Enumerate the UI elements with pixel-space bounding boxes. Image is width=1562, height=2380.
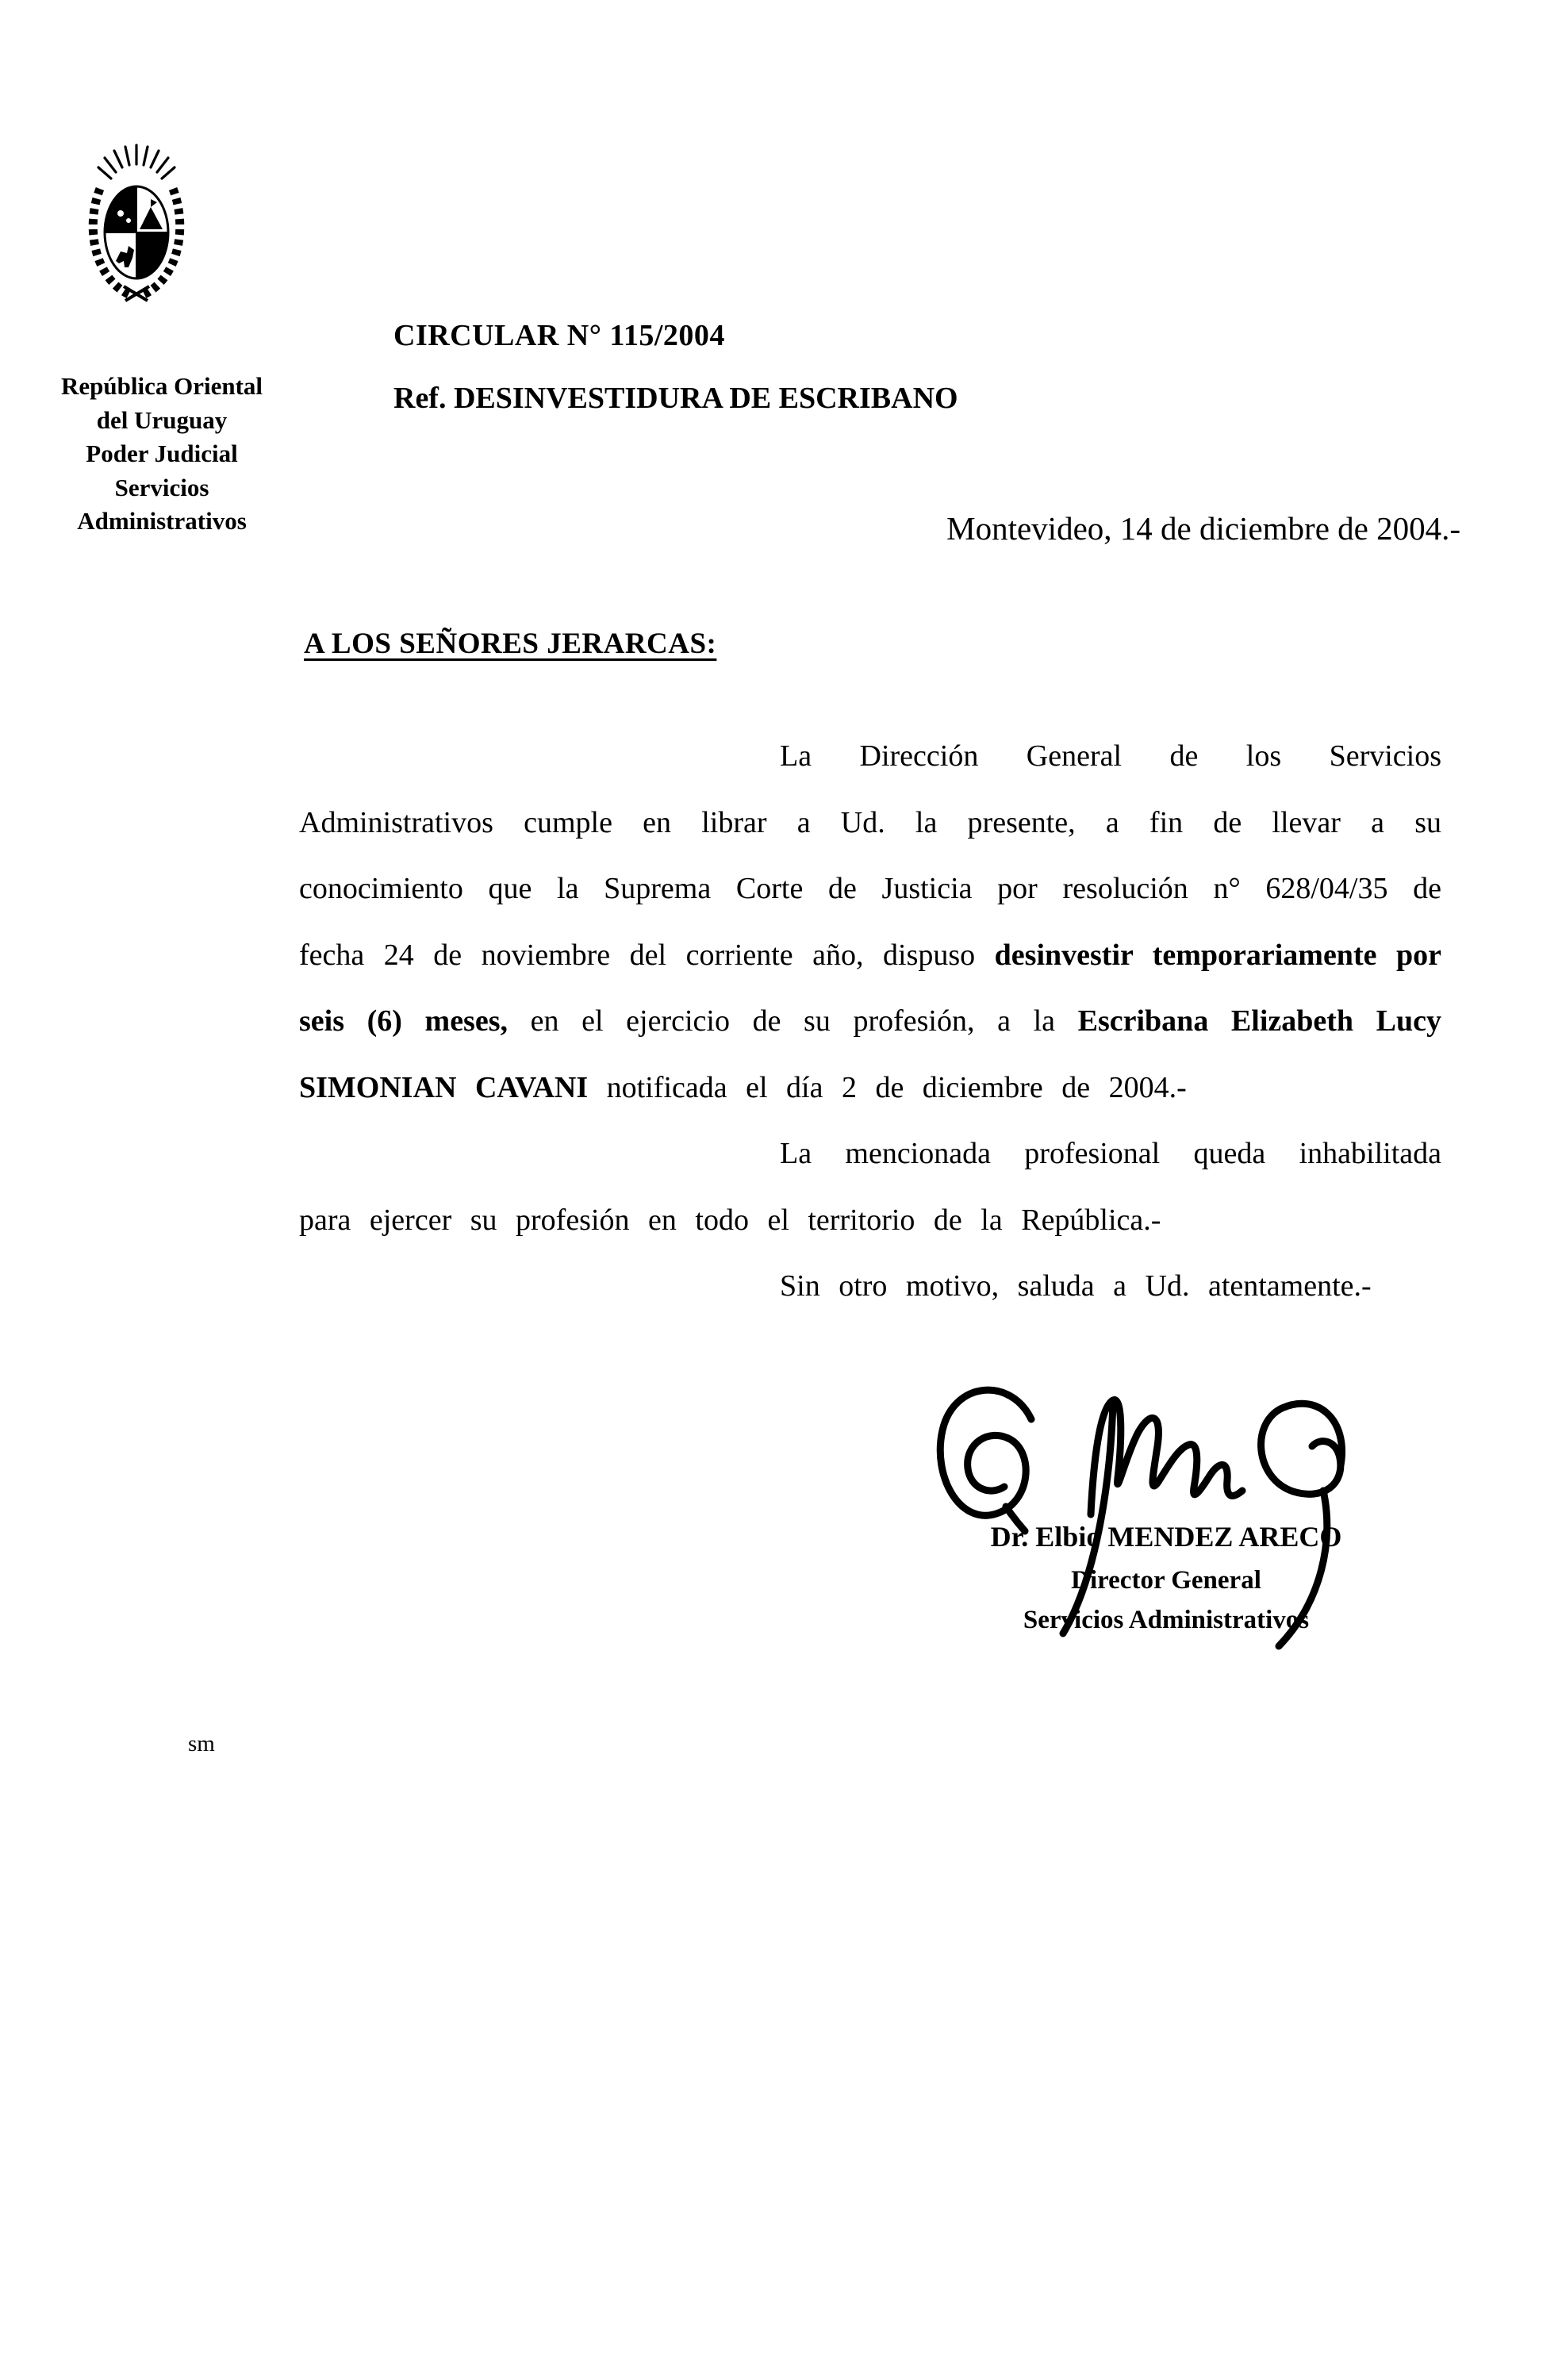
paragraph-2: La mencionada profesional queda inhabilitada para ejercer su profesión en todo el territorio de la República.-	[299, 1137, 1441, 1237]
signature-block	[944, 1520, 1388, 1635]
p1-bold-desinvestir: desinvestir temporariamente por seis (6) meses,	[299, 938, 1441, 1038]
scales-detail	[117, 210, 124, 217]
p1-text-1: La Dirección General de los Servicios Administrativos cumple en librar a Ud. la presente, a fin de llevar a su conocimiento que la Suprema Corte de Justicia por resolución n° 628/04/35 de fecha 24 de noviembre del corriente año, dispuso	[299, 739, 1441, 972]
signer-title: Director General	[1071, 1566, 1261, 1595]
paragraph-1	[299, 724, 1441, 1121]
circular-number: CIRCULAR N° 115/2004	[393, 319, 725, 352]
p1-bold-escribana: Escribana Elizabeth Lucy SIMONIAN CAVANI	[299, 1004, 1442, 1104]
signature-middle-loops	[1091, 1400, 1242, 1514]
sun-rays	[98, 145, 175, 178]
uruguay-coat-of-arms-icon	[81, 140, 192, 303]
org-line-administrativos: Administrativos	[77, 507, 247, 535]
quarter-bottom-right	[136, 232, 168, 278]
reference-line: Ref. DESINVESTIDURA DE ESCRIBANO	[393, 382, 958, 415]
signer-name: Dr. Elbio MENDEZ ARECO	[990, 1521, 1342, 1553]
org-line-republica: República Oriental	[60, 372, 263, 400]
signature-loop-left	[940, 1390, 1031, 1515]
quarter-top-left	[105, 186, 136, 232]
scales-detail	[126, 218, 131, 223]
p1-text-2: en el ejercicio de su profesión, a la	[508, 1004, 1078, 1038]
org-line-poder-judicial: Poder Judicial	[86, 440, 238, 467]
p1-text-3: notificada el día 2 de diciembre de 2004.-	[588, 1070, 1187, 1104]
typist-initials: sm	[188, 1731, 215, 1756]
salutation: A LOS SEÑORES JERARCAS:	[304, 628, 717, 660]
org-line-servicios: Servicios	[114, 473, 209, 501]
org-line-uruguay: del Uruguay	[96, 405, 228, 434]
paragraph-3: Sin otro motivo, saluda a Ud. atentamente.-	[780, 1269, 1372, 1303]
signature-loop-right	[1261, 1403, 1342, 1494]
letterhead-org-block	[27, 370, 297, 539]
signer-department: Servicios Administrativos	[1023, 1606, 1310, 1634]
dateline: Montevideo, 14 de diciembre de 2004.-	[946, 510, 1460, 547]
letter-body	[299, 724, 1441, 1320]
